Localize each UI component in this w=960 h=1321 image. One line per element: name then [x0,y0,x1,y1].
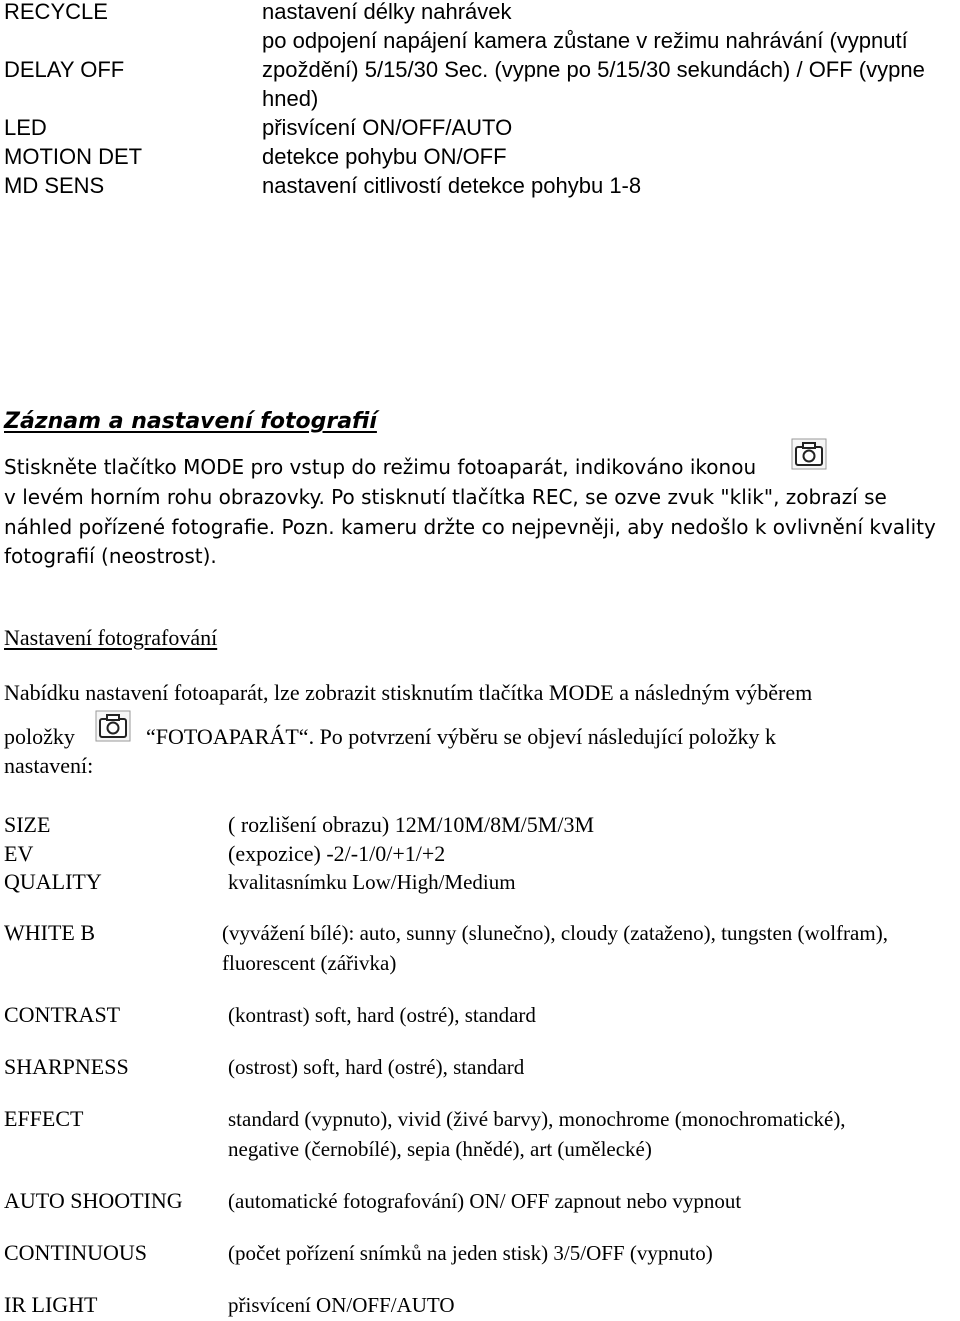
photo-section-title: Záznam a nastavení fotografií [4,409,377,434]
photo-setting-desc-size: ( rozlišení obrazu) 12M/10M/8M/5M/3M [228,812,595,837]
photo-setting-desc-ev: (expozice) -2/-1/0/+1/+2 [228,841,446,866]
photo-setting-key-sharpness: SHARPNESS [4,1054,129,1079]
setting-desc-delay-off-line3: hned) [262,86,319,111]
photo-setting-desc-effect-line1: standard (vypnuto), vivid (živé barvy), monochrome (monochromatické), [228,1107,846,1131]
photo-setting-desc-quality: kvalitasnímku Low/High/Medium [228,870,516,894]
photo-setting-desc-white-b-line1: (vyvážení bílé): auto, sunny (slunečno), cloudy (zataženo), tungsten (wolfram), [222,921,888,945]
photo-setting-key-contrast: CONTRAST [4,1002,121,1027]
setting-key-delay-off: DELAY OFF [4,57,125,82]
photo-setting-key-white-b: WHITE B [4,920,96,945]
photo-para-line4: fotografií (neostrost). [4,544,217,568]
photo-setting-desc-auto-shooting: (automatické fotografování) ON/ OFF zapnout nebo vypnout [228,1189,742,1213]
setting-key-md-sens: MD SENS [4,173,105,198]
photo-setting-desc-effect-line2: negative (černobílé), sepia (hnědé), art (umělecké) [228,1137,652,1161]
setting-desc-delay-off-line1: po odpojení napájení kamera zůstane v režimu nahrávání (vypnutí [262,28,908,53]
photo-setting-desc-ir-light: přisvícení ON/OFF/AUTO [228,1293,455,1317]
photo-setting-desc-white-b-line2: fluorescent (zářivka) [222,951,397,975]
photo-para-line2: v levém horním rohu obrazovky. Po stisknutí tlačítka REC, se ozve zvuk "klik", zobrazí se [4,485,887,509]
photo-setting-desc-continuous: (počet pořízení snímků na jeden stisk) 3/5/OFF (vypnuto) [228,1241,713,1265]
settings-line2-post: “FOTOAPARÁT“. Po potvrzení výběru se objeví následující položky k [146,724,776,749]
settings-line2-pre: položky [4,724,75,749]
photo-setting-desc-contrast: (kontrast) soft, hard (ostré), standard [228,1003,536,1027]
photo-setting-key-quality: QUALITY [4,869,102,894]
settings-line3: nastavení: [4,753,94,778]
photo-setting-key-ev: EV [4,841,34,866]
settings-heading: Nastavení fotografování [4,625,218,650]
photo-setting-key-effect: EFFECT [4,1106,84,1131]
setting-key-led: LED [4,115,47,140]
setting-desc-delay-off-line2: zpoždění) 5/15/30 Sec. (vypne po 5/15/30 sekundách) / OFF (vypne [262,57,925,82]
camera-icon [791,438,827,470]
photo-setting-key-auto-shooting: AUTO SHOOTING [4,1188,183,1213]
photo-setting-desc-sharpness: (ostrost) soft, hard (ostré), standard [228,1055,525,1079]
camera-icon [95,710,131,742]
setting-desc-recycle: nastavení délky nahrávek [262,0,512,24]
photo-setting-key-size: SIZE [4,812,51,837]
settings-line1: Nabídku nastavení fotoaparát, lze zobrazit stisknutím tlačítka MODE a následným výběrem [4,680,813,705]
setting-desc-md-sens: nastavení citlivostí detekce pohybu 1-8 [262,173,642,198]
photo-para-line1: Stiskněte tlačítko MODE pro vstup do režimu fotoaparát, indikováno ikonou [4,455,757,479]
photo-setting-key-continuous: CONTINUOUS [4,1240,147,1265]
setting-key-motion-det: MOTION DET [4,144,143,169]
setting-key-recycle: RECYCLE [4,0,108,24]
setting-desc-led: přisvícení ON/OFF/AUTO [262,115,513,140]
photo-setting-key-ir-light: IR LIGHT [4,1292,98,1317]
photo-para-line3: náhled pořízené fotografie. Pozn. kameru držte co nejpevněji, aby nedošlo k ovlivnění kvality [4,515,936,539]
setting-desc-motion-det: detekce pohybu ON/OFF [262,144,507,169]
